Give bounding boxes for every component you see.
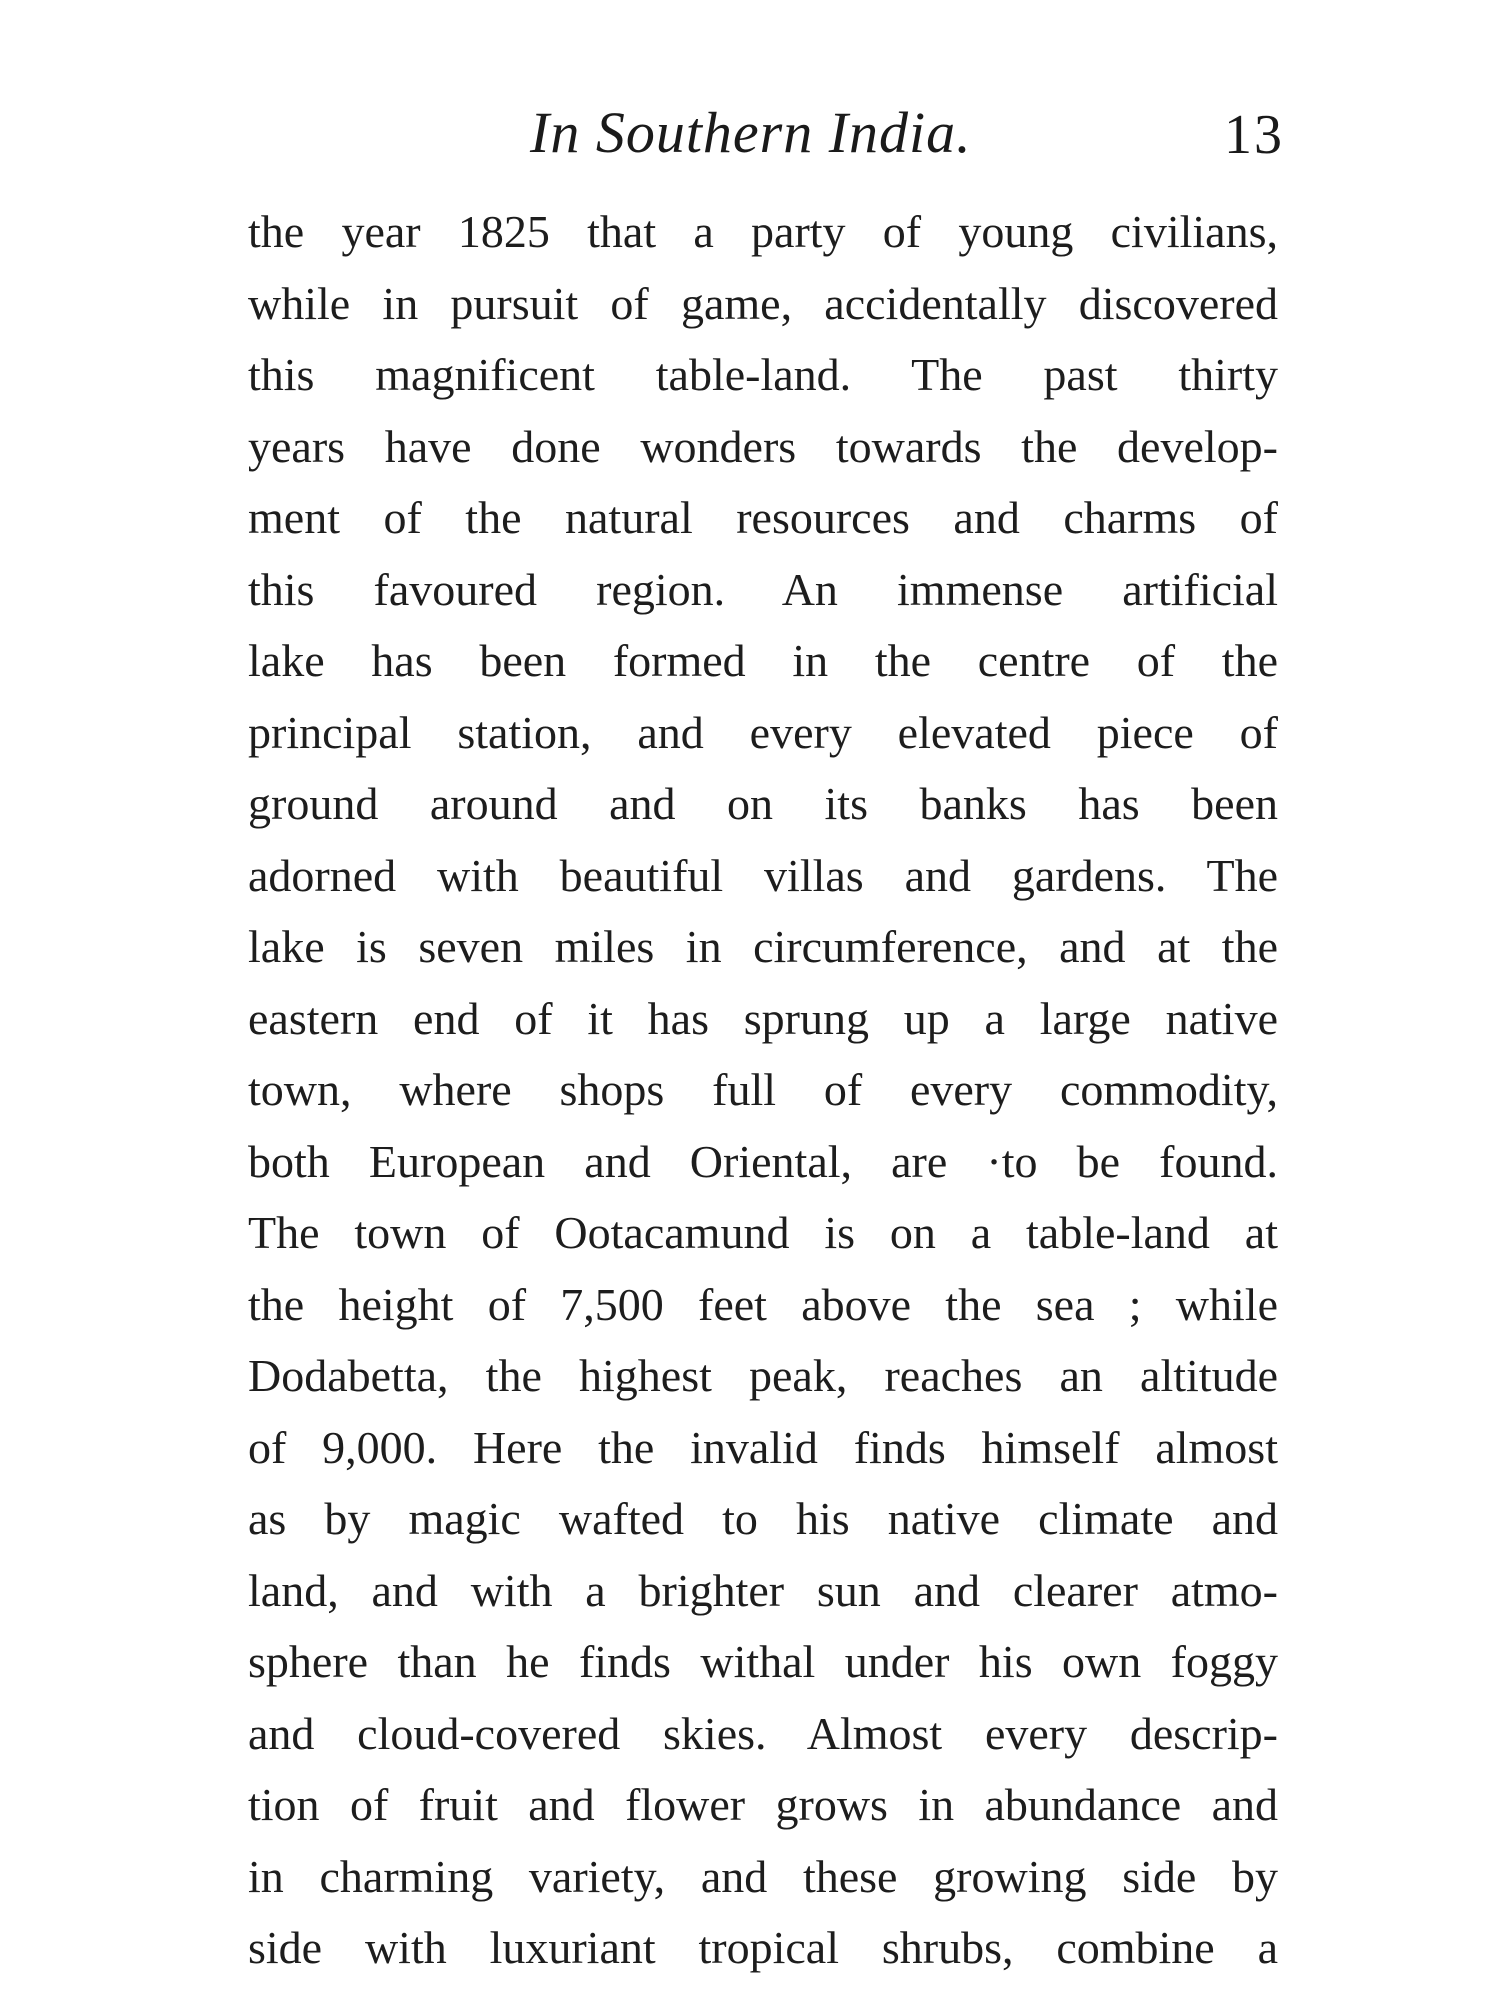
text-line: as by magic wafted to his native climate and (248, 1493, 1278, 1544)
text-line: while in pursuit of game, accidentally discovered (248, 277, 1278, 329)
text-line: in charming variety, and these growing side by (248, 1850, 1278, 1902)
running-title: In Southern India. (530, 100, 972, 165)
text-line: ground around and on its banks has been (248, 778, 1278, 829)
text-line: Dodabetta, the highest peak, reaches an altitude (248, 1350, 1278, 1401)
text-line: tion of fruit and flower grows in abundance and (248, 1779, 1278, 1830)
page-number: 13 (1224, 104, 1284, 166)
text-line: town, where shops full of every commodity, (248, 1064, 1278, 1115)
text-line: the year 1825 that a party of young civilians, (248, 206, 1278, 257)
text-line: sphere than he finds withal under his own foggy (248, 1636, 1278, 1687)
body-text (248, 196, 1278, 1984)
text-line: years have done wonders towards the develop- (248, 420, 1278, 472)
text-line: this magnificent table-land. The past thirty (248, 349, 1278, 400)
text-line: and cloud-covered skies. Almost every descrip- (248, 1707, 1278, 1759)
text-line: adorned with beautiful villas and gardens. The (248, 849, 1278, 901)
text-line: both European and Oriental, are ·to be found. (248, 1135, 1278, 1187)
text-line: the height of 7,500 feet above the sea ; while (248, 1278, 1278, 1330)
text-line: of 9,000. Here the invalid finds himself almost (248, 1421, 1278, 1473)
text-line: The town of Ootacamund is on a table-land at (248, 1207, 1278, 1258)
text-line: principal station, and every elevated piece of (248, 706, 1278, 758)
text-line: land, and with a brighter sun and clearer atmo- (248, 1564, 1278, 1616)
text-line: lake is seven miles in circumference, and at the (248, 921, 1278, 972)
text-line: this favoured region. An immense artificial (248, 563, 1278, 615)
text-line: ment of the natural resources and charms of (248, 492, 1278, 543)
text-line: lake has been formed in the centre of the (248, 635, 1278, 686)
text-line: side with luxuriant tropical shrubs, combine a (248, 1922, 1278, 1973)
text-line: eastern end of it has sprung up a large native (248, 992, 1278, 1044)
